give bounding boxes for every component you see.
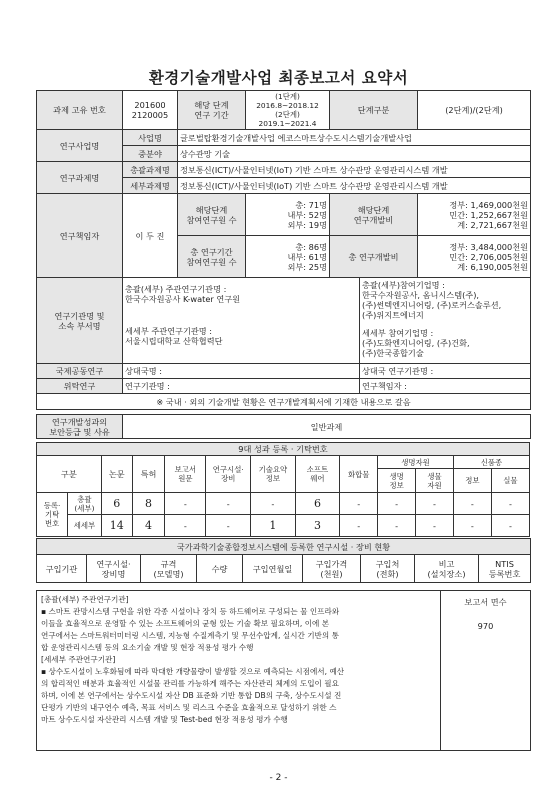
outcome-header-tech: 기술요약 [258, 465, 288, 474]
cell: 8 [132, 493, 164, 515]
facility-header: (천원) [320, 568, 343, 579]
summary-line: 하며, 이에 본 연구에서는 상수도시설 자산 DB 표준화 기반 통합 DB의 구축, 상수도시설 진 [41, 691, 342, 700]
period-line: 2019.1~2021.4 [258, 119, 317, 128]
summary-table [36, 590, 531, 751]
task-key: 세부과제명 [123, 178, 178, 194]
facility-header: 구입가격 [315, 558, 348, 569]
task-label: 연구과제명 [37, 162, 123, 194]
intl-label: 국제공동연구 [37, 364, 123, 379]
lead-institution-title: 총괄(세부) 주관연구기관명 : [125, 284, 227, 294]
summary-line: ▪ 스마트 관망시스템 구현을 위한 각종 시설이나 장치 등 하드웨어로 구성되는 물 인프라와 [41, 607, 340, 616]
sub-participant: (주)한국종합기술 [362, 348, 424, 358]
summary-line: 이들을 효율적으로 운영할 수 있는 소프트웨어의 균형 있는 기술 확보 필요하며, 이에 본 [41, 619, 330, 628]
outcome-header-report: 보고서 [174, 465, 197, 474]
lead-participant: (주)썬텍엔지니어링, (주)로커스솔루션, [362, 300, 502, 310]
task-value: 정보통신(ICT)/사물인터넷(IoT) 기반 스마트 상수관망 운영관리시스템 개발 [178, 178, 531, 194]
period-line: (2단계) [275, 110, 300, 119]
lead-participant: 한국수자원공사, 옴니시스템(주), [362, 290, 480, 300]
cell: 1 [251, 515, 296, 537]
summary-lead-title: [총괄(세부) 주관연구기관] [41, 595, 129, 604]
outcome-header-variety: 신품종 [453, 456, 529, 469]
cell: - [165, 515, 206, 537]
sub-participant-title: 세세부 참여기업명 : [362, 328, 434, 338]
project-info-table [36, 90, 531, 410]
cost-line: 계: 2,721,667천원 [457, 219, 529, 230]
researcher-label: 연구책임자 [37, 194, 123, 278]
cell: - [378, 515, 416, 537]
period-line: (1단계) [275, 92, 300, 101]
staff-count: 총: 71명 [295, 199, 327, 210]
summary-line: 단평가 기반의 내구연수 예측, 목표 서비스 및 리스크 수준을 효율적으로 달성하기 위한 스 [41, 703, 337, 712]
outcome-header-var-item: 실물 [491, 469, 529, 493]
staff-count: 외부: 25명 [287, 261, 327, 272]
institution-label: 소속 부서명 [58, 320, 101, 331]
row-group-label: 기탁 [44, 510, 60, 519]
facility-header: (모델명) [153, 568, 184, 579]
facility-header: 수량 [197, 555, 243, 583]
intl-country: 상대국명 : [123, 364, 360, 379]
cell: - [378, 493, 416, 515]
notice: ※ 국내 · 외의 기술개발 현황은 연구개발계획서에 기재한 내용으로 갈음 [37, 394, 531, 410]
sub-participant: (주)도화엔지니어링, (주)건화, [362, 338, 470, 348]
cell: - [491, 515, 529, 537]
cell: 14 [101, 515, 132, 537]
page-title: 환경기술개발사업 최종보고서 요약서 [148, 69, 409, 87]
task-key: 총괄과제명 [123, 162, 178, 178]
project-id-label: 과제 고유 번호 [37, 91, 123, 130]
cell: - [340, 493, 378, 515]
facility-header: 장비명 [101, 568, 126, 579]
outcomes-title: 9대 성과 등록 · 기탁번호 [37, 443, 530, 456]
cell: - [206, 493, 251, 515]
outcomes-table [36, 442, 530, 537]
facility-header: (설치장소) [427, 568, 466, 579]
page-number: - 2 - [269, 773, 288, 783]
stage-cost-label: 연구개발비 [353, 214, 394, 225]
summary-line: 의 합리적인 배분과 효율적인 시설물 관리를 가능하게 해주는 자산관리 체계의 도입이 필요 [41, 679, 339, 688]
facility-table [36, 538, 531, 583]
cell: - [453, 515, 491, 537]
staff-count: 내부: 61명 [287, 251, 327, 262]
facility-header: 비고 [438, 558, 455, 569]
business-value: 글로벌탑환경기술개발사업 에코스마트상수도시스템기술개발사업 [178, 130, 531, 146]
stage-div-value: (2단계)/(2단계) [418, 91, 531, 130]
outcome-header-patent: 특허 [132, 456, 164, 493]
stage-label: 해당 단계 [194, 100, 229, 110]
cell: 6 [101, 493, 132, 515]
outcome-header-compound: 화합물 [340, 456, 378, 493]
staff-count: 내부: 52명 [287, 209, 327, 220]
facility-header: NTIS [495, 558, 514, 569]
facility-title: 국가과학기술종합정보시스템에 등록한 연구시설 · 장비 현황 [37, 539, 531, 555]
outcome-header-report: 원문 [178, 474, 193, 483]
security-value: 일반과제 [123, 415, 531, 439]
outcome-header-tech: 정보 [265, 474, 280, 483]
stage-staff-label: 해당단계 [195, 204, 228, 215]
intl-org: 상대국 연구기관명 : [360, 364, 531, 379]
stage-div-label: 단계구분 [330, 91, 418, 130]
security-label: 보안등급 및 사유 [49, 426, 110, 437]
summary-line: ▪ 상수도시설이 노후화됨에 따라 막대한 개량물량이 발생할 것으로 예측되는 시점에서, 예산 [41, 667, 345, 676]
outcome-header-var-info: 정보 [453, 469, 491, 493]
outcome-header-bio: 생명자원 [378, 456, 454, 469]
project-id-line: 201600 [134, 100, 166, 110]
cell: 3 [295, 515, 340, 537]
row-group-label: 번호 [44, 519, 60, 528]
outcome-header-div: 구분 [37, 456, 102, 493]
staff-count: 총: 86명 [295, 241, 327, 252]
total-staff-label: 총 연구기간 [190, 246, 233, 257]
facility-header: 규격 [160, 558, 177, 569]
security-table [36, 414, 531, 439]
facility-header: 구입처 [375, 558, 400, 569]
row-name: (세부) [74, 503, 95, 513]
cost-line: 정부: 3,484,000천원 [449, 241, 529, 252]
facility-header: 연구시설· [96, 558, 131, 569]
business-label: 연구사업명 [37, 130, 123, 162]
outcome-header-bio-res: 자원 [427, 480, 442, 490]
cell: - [206, 515, 251, 537]
sub-institution-title: 세세부 주관연구기관명 : [125, 326, 213, 336]
consign-org: 연구기관명 : [123, 379, 360, 394]
task-value: 정보통신(ICT)/사물인터넷(IoT) 기반 스마트 상수관망 운영관리시스템 개발 [178, 162, 531, 178]
outcome-header-bio-info: 생명 [389, 471, 404, 481]
cell: - [340, 515, 378, 537]
summary-line: 합 운영관리시스템 등의 요소기술 개발 및 현장 적용성 평가 수행 [41, 643, 254, 652]
business-key: 중분야 [123, 146, 178, 162]
cell: - [251, 493, 296, 515]
researcher-name: 이 두 진 [123, 194, 178, 278]
stage-cost-label: 해당단계 [357, 204, 390, 215]
report-pages-label: 보고서 면수 [464, 597, 507, 607]
cost-line: 민간: 1,252,667천원 [449, 209, 529, 220]
facility-header: 구입기관 [37, 555, 87, 583]
security-label: 연구개발성과의 [51, 416, 108, 427]
sub-institution-value: 서울시립대학교 산학협력단 [125, 336, 223, 346]
row-group-label: 등록· [43, 501, 61, 510]
lead-participant-title: 총괄(세부)참여기업명 : [362, 280, 445, 290]
cost-line: 계: 6,190,005천원 [457, 261, 529, 272]
cell: 4 [132, 515, 164, 537]
summary-line: 마트 상수도시설 자산관리 시스템 개발 및 Test-bed 현장 적용성 평가 수행 [41, 715, 288, 724]
institution-label: 연구기관명 및 [54, 310, 105, 321]
cell: - [416, 493, 454, 515]
outcome-header-bio-info: 정보 [389, 480, 404, 490]
cell: - [416, 515, 454, 537]
project-id-line: 2120005 [131, 110, 169, 120]
row-name: 세세부 [68, 515, 101, 537]
summary-sub-title: [세세부 주관연구기관] [41, 655, 116, 664]
facility-header: (전화) [376, 568, 399, 579]
total-staff-label: 참여연구원 수 [186, 256, 237, 267]
period-label: 연구 기간 [194, 110, 229, 120]
business-key: 사업명 [123, 130, 178, 146]
cost-line: 민간: 2,706,005천원 [449, 251, 529, 262]
period-line: 2016.8~2018.12 [256, 101, 319, 110]
table-row [37, 515, 530, 537]
facility-header: 구입연월일 [243, 555, 303, 583]
lead-participant: (주)위지트에너지 [362, 310, 424, 320]
stage-staff-label: 참여연구원 수 [186, 214, 237, 225]
business-value: 상수관망 기술 [178, 146, 531, 162]
outcome-header-equip: 연구시설· [212, 465, 244, 474]
outcome-header-bio-res: 생물 [427, 471, 442, 481]
cell: - [165, 493, 206, 515]
staff-count: 외부: 19명 [287, 219, 327, 230]
outcome-header-software: 웨어 [310, 474, 325, 483]
consign-pi: 연구책임자 : [360, 379, 531, 394]
facility-header: 등록번호 [488, 568, 521, 579]
outcome-header-software: 소프트 [306, 465, 329, 474]
cost-line: 정부: 1,469,000천원 [449, 199, 529, 210]
outcome-header-paper: 논문 [101, 456, 132, 493]
total-cost-label: 총 연구개발비 [330, 236, 418, 278]
cell: - [491, 493, 529, 515]
outcome-header-equip: 장비 [221, 474, 236, 483]
cell: - [453, 493, 491, 515]
row-name: 총괄 [77, 494, 92, 504]
consign-label: 위탁연구 [37, 379, 123, 394]
report-pages-value: 970 [477, 621, 494, 631]
summary-line: 연구에서는 스마트워터미터링 시스템, 지능형 수질계측기 및 무선수압계, 실시간 기반의 통 [41, 631, 339, 640]
lead-institution-value: 한국수자원공사 K-water 연구원 [125, 294, 241, 304]
table-row [37, 493, 530, 515]
cell: 6 [295, 493, 340, 515]
